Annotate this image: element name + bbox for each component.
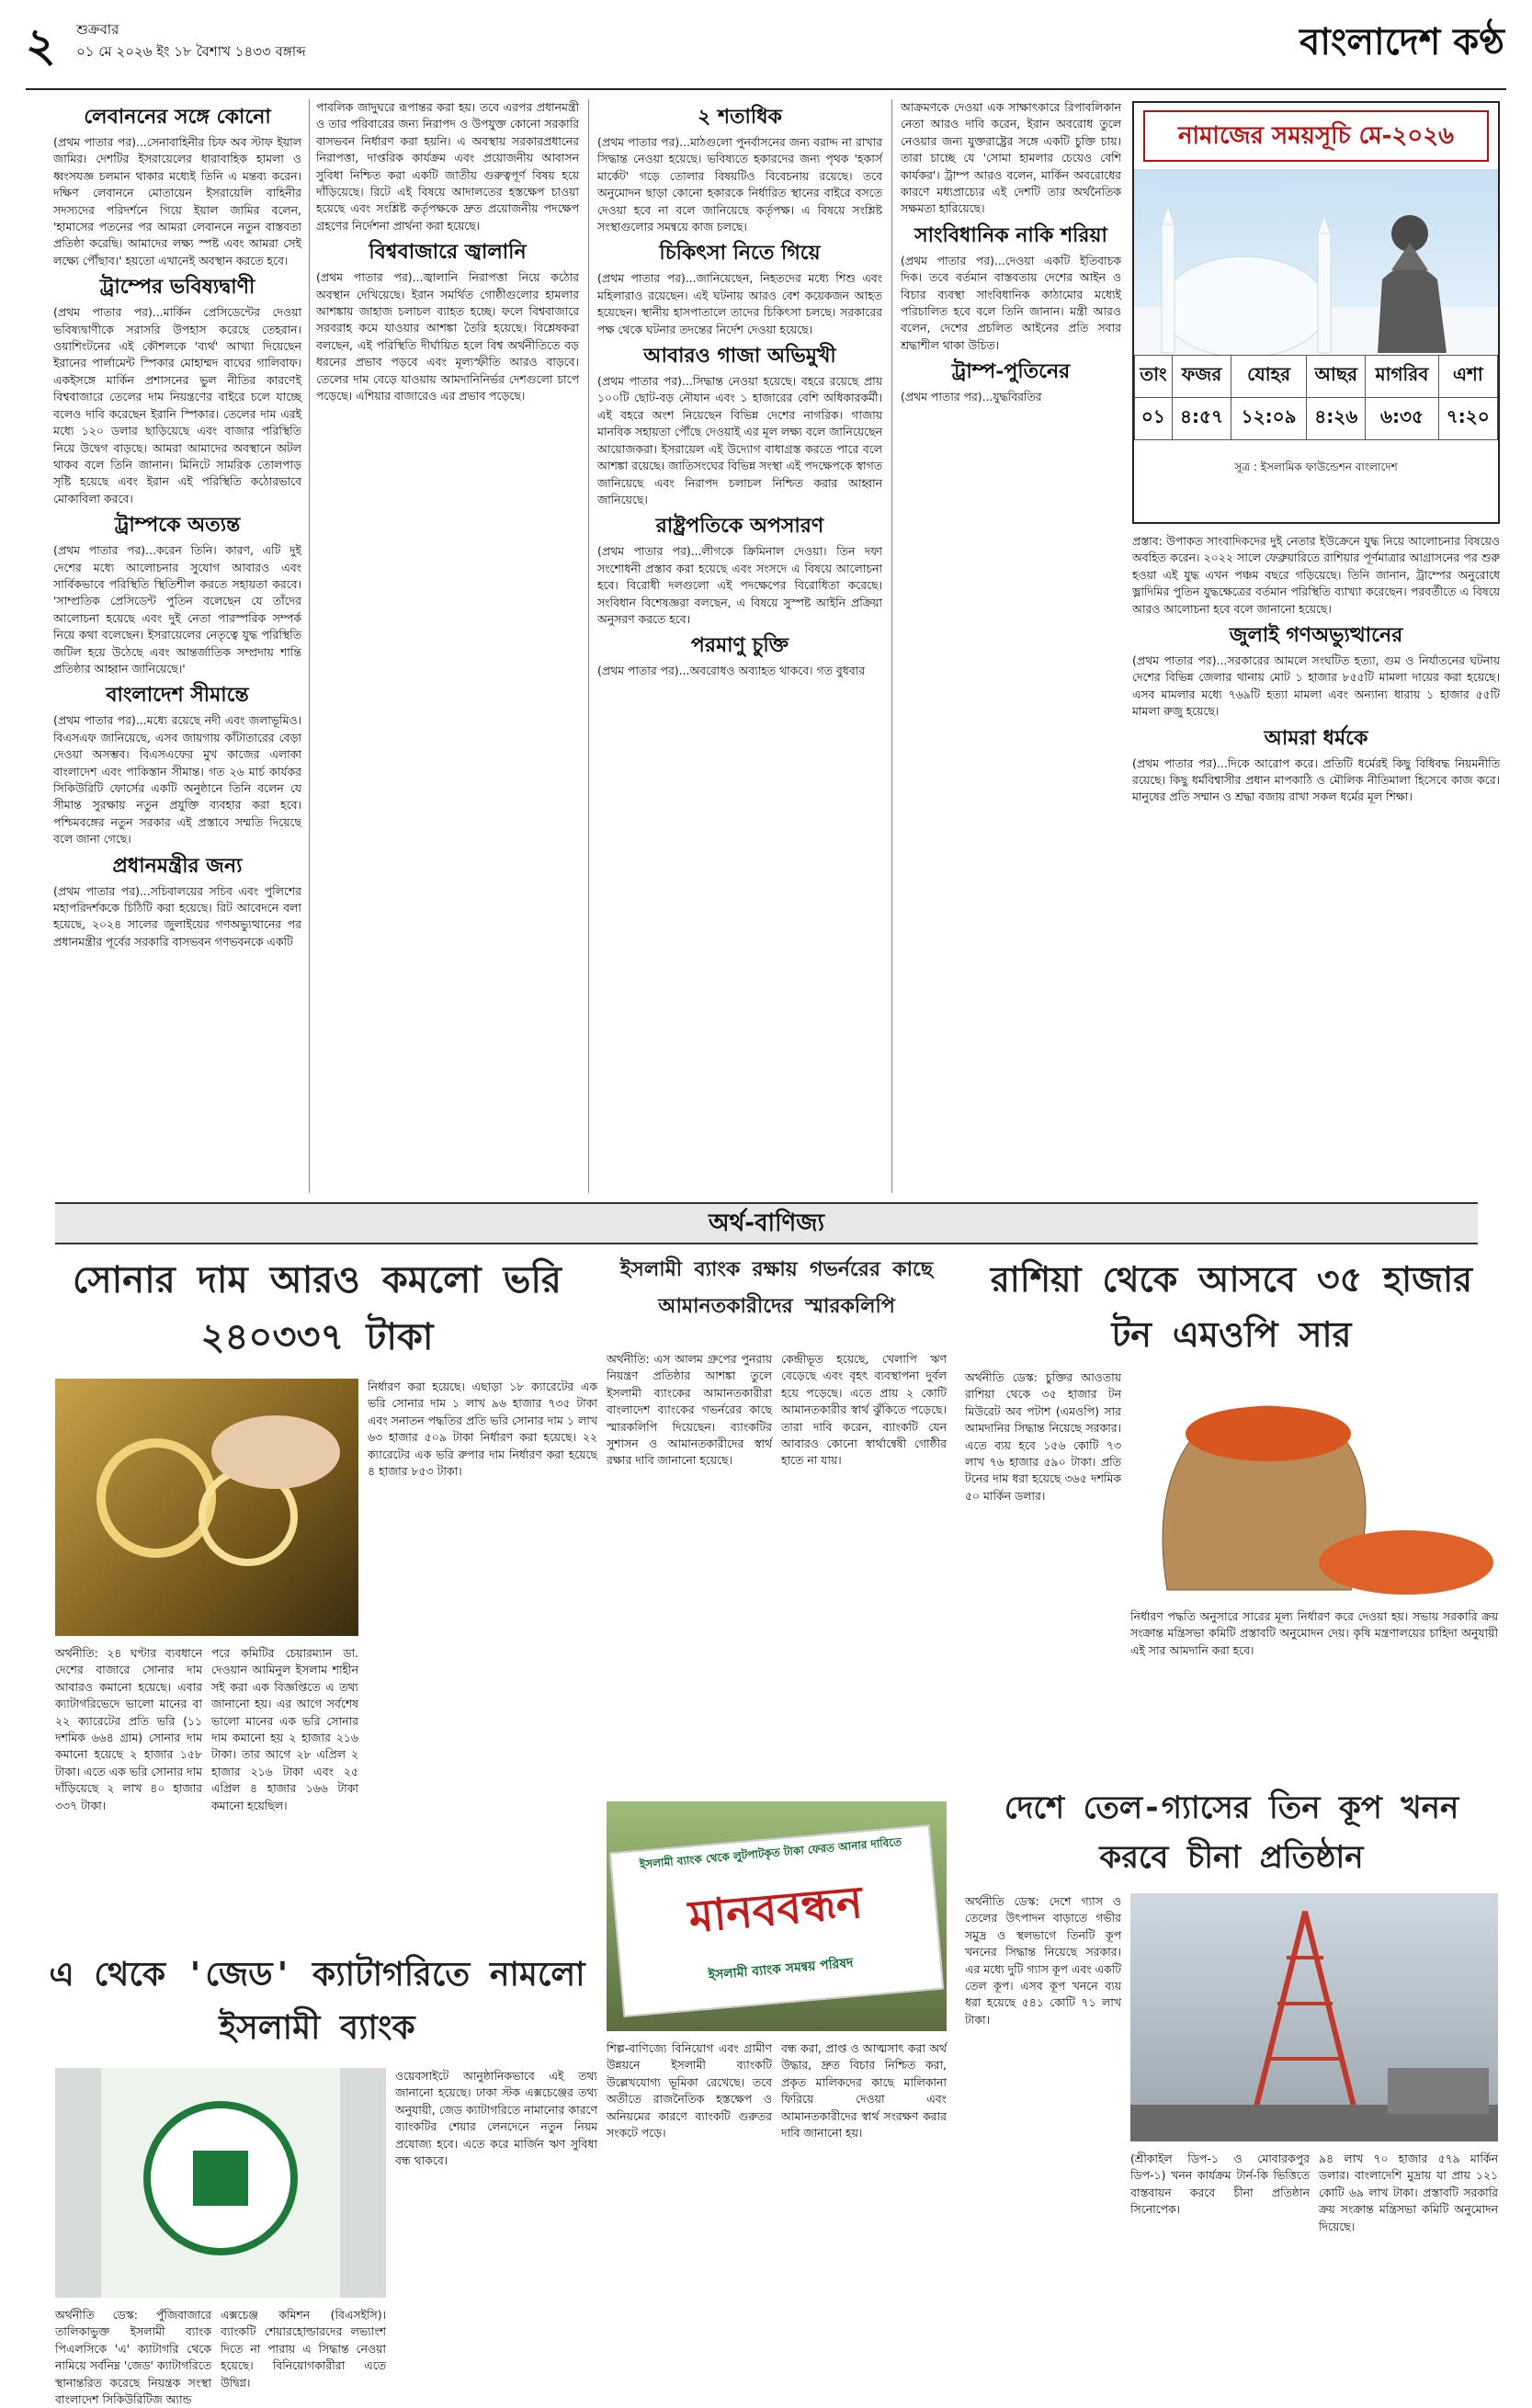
article-body: (প্রথম পাতার পর)...জানিয়েছেন, নিহতদের মধ্যে শিশু এবং মহিলারাও রয়েছেন। এই ঘটনায় আরও বেশ কয়েকজন আহত হয়েছেন। স্থানীয় হাসপাতালে তাদের চিকিৎসা চলছে। সরকারের পক্ষ থেকে ঘটনার তদন্তের নির্দেশ দেওয়া হয়েছে।: [597, 271, 882, 336]
banner-line3: ইসলামী ব্যাংক সমন্বয় পরিষদ: [708, 1955, 855, 1983]
gold-icon: [55, 1379, 358, 1636]
protest-banner: [609, 1824, 944, 2017]
article-headline: বিশ্ববাজারে জ্বালানি: [369, 240, 527, 265]
article-body: (প্রথম পাতার পর)...দিকে আরোপ করে। প্রতিটি ধর্মেরই কিছু বিধিবদ্ধ নিয়মনীতি রয়েছে। কিছু ধর্মবিশ্বাসীর প্রধান মাপকাঠি ও মৌলিক নীতিমালা হিসেবে কাজ করে। মানুষের প্রতি সম্মান ও শ্রদ্ধা বজায় রাখা সকল ধর্মের মূল শিক্ষা।: [1132, 755, 1500, 804]
prayer-source: সূত্র : ইসলামিক ফাউন্ডেশন বাংলাদেশ: [1234, 460, 1398, 473]
mosque-illustration: [1134, 169, 1498, 353]
article-headline: বাংলাদেশ সীমান্তে: [106, 683, 249, 708]
header-date: [76, 18, 306, 62]
fertilizer-photo: [1130, 1369, 1498, 1599]
prayer-value-cell: ০১: [1135, 398, 1173, 440]
prayer-header-row: [1135, 356, 1498, 398]
article-body: (প্রথম পাতার পর)...মার্কিন প্রেসিডেন্টের দেওয়া ভবিষ্যদ্বাণীকে সরাসরি উপহাস করেছে তেহরান। ওয়াশিংটনের এই কৌশলকে 'ব্যর্থ' আখ্যা দিয়েছেন ইরানের পার্লামেন্ট স্পিকার মোহাম্মদ বাঘের গালিবাফ। একইসঙ্গে মার্কিন প্রশাসনের ভুল নীতির কারণেই বিশ্ববাজারে তেলের দাম নিয়ন্ত্রণের বাইরে চলে যাচ্ছে বলেও দাবি করেছেন ইরানি স্পিকার। তেলের দাম এরই মধ্যে ১২০ ডলার ছাড়িয়েছে এবং বাজার পরিস্থিতি নিয়ে উদ্বেগ বাড়ছে। আমরা আমাদের অবস্থানে অটল থাকব বলে তিনি জানান। মিনিটে সামরিক তোলপাড় সৃষ্টি হয়েছে এবং ইরান এই পরিস্থিতি কঠোরভাবে মোকাবিলা করবে।: [53, 305, 301, 505]
bank-memo-body-left: অর্থনীতি: এস আলম গ্রুপের পুনরায় নিয়ন্ত্রণ প্রতিষ্ঠার আশঙ্কা তুলে ইসলামী ব্যাংকের আমানতকারীরা বাংলাদেশ ব্যাংকের গভর্নরের কাছে স্মারকলিপি দিয়েছেন। ব্যাংকটির সুশাসন ও আমানতকারীদের স্বার্থ রক্ষার দাবি জানানো হয়েছে।: [607, 1352, 772, 1468]
page-header: [26, 11, 853, 85]
article-body: (প্রথম পাতার পর)...দেওয়া একটি ইতিবাচক দিক। তবে বর্তমান বাস্তবতায় দেশের আইন ও বিচার ব্যবস্থা সাংবিধানিক কাঠামোর মধ্যেই পরিচালিত হবে বলে তিনি জানান। মন্ত্রী আরও বলেন, দেশের প্রচলিত আইনের প্রতি সবার শ্রদ্ধাশীল থাকা উচিত।: [901, 253, 1121, 352]
column-4: [901, 99, 1121, 1193]
gas-headline: দেশে তেল-গ্যাসের তিন কূপ খনন করবে চীনা প্রতিষ্ঠান: [1004, 1789, 1459, 1876]
gas-body-right: ৯৪ লাখ ৭০ হাজার ৫৭৯ মার্কিন ডলার। বাংলাদেশি মুদ্রায় যা প্রায় ১২১ কোটি ৬৯ লাখ টাকা। প্রস্তাবটি সরকারি ক্রয় সংক্রান্ত মন্ত্রিসভা কমিটি অনুমোদন দিয়েছে।: [1319, 2152, 1498, 2233]
mop-headline: রাশিয়া থেকে আসবে ৩৫ হাজার টন এমওপি সার: [990, 1259, 1473, 1355]
masthead-logo: বাংলাদেশ কণ্ঠ: [1299, 20, 1504, 63]
bank-memo-body-right: কেন্দ্রীভূত হয়েছে, খেলাপি ঋণ বেড়েছে এবং বৃহৎ ব্যবস্থাপনা দুর্বল হয়ে পড়েছে। এতে প্রায় ২ কোটি আমানতকারীর স্বার্থ ঝুঁকিতে পড়েছে। তারা দাবি করেন, ব্যাংকটি যেন আবারও কোনো স্বার্থান্বেষী গোষ্ঠীর হাতে না যায়।: [781, 1352, 947, 1468]
bank-memo-body-bottom-left: শিল্প-বাণিজ্যে বিনিয়োগ এবং গ্রামীণ উন্নয়নে ইসলামী ব্যাংকটি উল্লেখযোগ্য ভূমিকা রেখেছে। তবে অতীতে রাজনৈতিক হস্তক্ষেপ ও অনিয়মের কারণে ব্যাংকটি গুরুতর সংকটে পড়ে।: [607, 2041, 772, 2141]
fertilizer-sack-icon: [1130, 1369, 1498, 1599]
article-headline: আবারও গাজা অভিমুখী: [643, 344, 836, 369]
article-headline: রাষ্ট্রপতিকে অপসারণ: [655, 514, 824, 539]
article-headline: ট্রাম্প-পুতিনের: [951, 359, 1071, 384]
prayer-header-cell: এশা: [1438, 356, 1498, 398]
prayer-header-cell: আছর: [1307, 356, 1366, 398]
article-body: (প্রথম পাতার পর)...যুদ্ধবিরতির: [901, 390, 1042, 404]
islami-category-headline: এ থেকে 'জেড' ক্যাটাগরিতে নামলো ইসলামী ব্যাংক: [49, 1956, 585, 2047]
article-body: পাবলিক জাদুঘরে রূপান্তর করা হয়। তবে এরপর প্রধানমন্ত্রী ও তার পরিবারের জন্য নিরাপদ ও উপযুক্ত কোনো সরকারি বাসভবন নির্ধারণ করা হয়নি। এ অবস্থায় সরকারপ্রধানের নিরাপত্তা, দাপ্তরিক কার্যক্রম এবং প্রয়োজনীয় আবাসন সুবিধা নিশ্চিত করা একটি জাতীয় গুরুত্বপূর্ণ বিষয় হয়ে দাঁড়িয়েছে। রিটে এই বিষয়ে আদালতের হস্তক্ষেপ চাওয়া হয়েছে এবং সংশ্লিষ্ট কর্তৃপক্ষকে দ্রুত প্রয়োজনীয় পদক্ষেপ গ্রহণের নির্দেশনা প্রার্থনা করা হয়েছে।: [316, 100, 579, 233]
article-headline: প্রধানমন্ত্রীর জন্য: [112, 853, 243, 878]
islami-bank-logo-photo: [55, 2068, 386, 2298]
mop-body-left: অর্থনীতি ডেস্ক: চুক্তির আওতায় রাশিয়া থেকে ৩৫ হাজার টন মিউরেট অব পটাশ (এমওপি) সার আমদানির সিদ্ধান্ত নিয়েছে সরকার। এতে ব্যয় হবে ১৫৬ কোটি ৭৩ লাখ ৭৬ হাজার ৫৯০ টাকা। প্রতি টনের দাম ধরা হয়েছে ৩৬৫ দশমিক ৫০ মার্কিন ডলার।: [965, 1370, 1121, 1503]
article-body: আক্রমণকে দেওয়া এক সাক্ষাৎকারে রিপাবলিকান নেতা আরও দাবি করেন, ইরান অবরোধ তুলে নেওয়ার জন্য যুক্তরাষ্ট্রের সঙ্গে একটি চুক্তি চায়। তারা চাচ্ছে যে 'সোমা হামলার চেয়েও বেশি কার্যকর'। ট্রাম্প আরও বলেন, মার্কিন অবরোধের কারণে মধ্যপ্রাচ্যের এই দেশটি তার অর্থনৈতিক সক্ষমতা হারিয়েছে।: [901, 100, 1121, 216]
article-body: (প্রথম পাতার পর)...সচিবালয়ের সচিব এবং পুলিশের মহাপরিদর্শককে চিঠিটি করা হয়েছে। রিট আবেদনে বলা হয়েছে, ২০২৪ সালের জুলাইয়ের গণঅভ্যুত্থানের পর প্রধানমন্ত্রীর পূর্বের সরকারি বাসভবন গণভবনকে একটি: [53, 883, 301, 948]
bank-memo-headline: ইসলামী ব্যাংক রক্ষায় গভর্নরের কাছে আমানতকারীদের স্মারকলিপি: [619, 1258, 934, 1318]
prayer-value-cell: ৪:২৬: [1307, 398, 1366, 440]
article-body: (প্রথম পাতার পর)...মাঠগুলো পুনর্বাসনের জন্য বরাদ্দ না রাখার সিদ্ধান্ত নেওয়া হয়েছে। ভবিষ্যতে হকারদের জন্য পৃথক 'হকার্স মার্কেট' গড়ে তোলার বিষয়টিও বিবেচনায় রয়েছে। তবে অনুমোদন ছাড়া কোনো হকারকে নির্ধারিত স্থানের বাইরে বসতে দেওয়া হবে না বলে জানিয়েছে কর্তৃপক্ষ। এ বিষয়ে সংশ্লিষ্ট সংস্থাগুলোর সমন্বয়ে কাজ চলছে।: [597, 135, 882, 234]
header-date-line: ০১ মে ২০২৬ ইং ১৮ বৈশাখ ১৪৩৩ বঙ্গাব্দ: [76, 43, 306, 60]
article-body: (প্রথম পাতার পর)...অবরোধও অব্যাহত থাকবে। গত বুধবার: [597, 664, 866, 678]
article-body: (প্রথম পাতার পর)...সিদ্ধান্ত নেওয়া হয়েছে। বহরে রয়েছে প্রায় ১০০টি ছোট-বড় নৌযান এবং ১ হাজারের বেশি অধিকারকর্মী। এই বহরে অংশ নিয়েছেন বিভিন্ন দেশের নাগরিক। গাজায় মানবিক সহায়তা পৌঁছে দেওয়াই এর মূল লক্ষ্য বলে জানিয়েছেন আয়োজকরা। ইসরায়েল এই উদ্যোগ বাধাগ্রস্ত করতে পারে বলে আশঙ্কা রয়েছে। জাতিসংঘের বিভিন্ন সংস্থা এই পদক্ষেপকে স্বাগত জানিয়েছে এবং নিরাপদ চলাচল নিশ্চিত করার আহ্বান জানিয়েছে।: [597, 374, 882, 506]
drilling-rig-icon: [1130, 1893, 1498, 2141]
prayer-header-cell: তাং: [1135, 356, 1173, 398]
article-body: (প্রথম পাতার পর)...জ্বালানি নিরাপত্তা নিয়ে কঠোর অবস্থান দেখিয়েছে। ইরান সমর্থিত গোষ্ঠীগুলোর হামলার আশঙ্কায় জাহাজ চলাচল ব্যাহত হচ্ছে। ফলে বিশ্ববাজারে সরবরাহ কমে যাওয়ার আশঙ্কা তৈরি হয়েছে। বিশ্লেষকরা বলছেন, এই পরিস্থিতি দীর্ঘায়িত হলে বিশ্ব অর্থনীতিতে বড় ধরনের প্রভাব পড়বে এবং মূল্যস্ফীতি আরও বাড়বে। তেলের দাম বেড়ে যাওয়ায় আমদানিনির্ভর দেশগুলো চাপে পড়েছে। এশিয়ার বাজারেও এর প্রভাব পড়েছে।: [316, 270, 579, 403]
article-headline: ট্রাম্পকে অত্যন্ত: [114, 513, 241, 538]
prayer-title: নামাজের সময়সূচি মে-২০২৬: [1143, 110, 1489, 162]
protest-photo: [607, 1801, 947, 2031]
bank-memo-body-bottom-right: বন্ধ করা, প্রাপ্ত ও আত্মসাৎ করা অর্থ উদ্ধার, দ্রুত বিচার নিশ্চিত করা, প্রকৃত মালিকদের কাছে মালিকানা ফিরিয়ে দেওয়া এবং আমানতকারীদের স্বার্থ সংরক্ষণ করার দাবি জানানো হয়।: [781, 2041, 947, 2141]
prayer-times-table: [1134, 355, 1498, 440]
column-2: [316, 99, 579, 1193]
islami-category-body-right: ওয়েবসাইটে আনুষ্ঠানিকভাবে এই তথ্য জানানো হয়েছে। ঢাকা স্টক এক্সচেঞ্জের তথ্য অনুযায়ী, জেড ক্যাটাগরিতে নামানোর কারণে ব্যাংকটির শেয়ার লেনদেনে নতুন নিয়ম প্রযোজ্য হবে। এতে করে মার্জিন ঋণ সুবিধা বন্ধ থাকবে।: [395, 2069, 597, 2168]
article-body: (প্রথম পাতার পর)...সেনাবাহিনীর চিফ অব স্টাফ ইয়াল জামির। দেশটির ইসরায়েলের ধারাবাহিক হামলা ও ধ্বংসযজ্ঞ চলমান থাকার মধ্যেই তিনি এ মন্তব্য করেন। দক্ষিণ লেবাননে মোতায়েন ইসরায়েলি বাহিনীর সদস্যদের পরিদর্শনে গিয়ে ইয়াল জামির বলেন, 'হামাসের পতনের পর আমরা লেবাননে নতুন বাস্তবতা প্রতিষ্ঠা করেছি। আমাদের লক্ষ্য স্পষ্ট এবং আমরা সেই লক্ষ্যে পৌঁছাব।' হয়তো এখানেই অবস্থান করতে হবে।: [53, 135, 301, 267]
gold-body-left: অর্থনীতি: ২৪ ঘণ্টার ব্যবধানে দেশের বাজারে সোনার দাম আবারও কমানো হয়েছে। এবার ক্যাটাগরিভেদে ভালো মানের বা ২২ ক্যারেটের প্রতি ভরি (১১ দশমিক ৬৬৪ গ্রাম) সোনার দাম কমানো হয়েছে ২ হাজার ১৫৮ টাকা। এতে এক ভরি সোনার দাম দাঁড়িয়েছে ২ লাখ ৪০ হাজার ৩৩৭ টাকা।: [55, 1646, 202, 1812]
column-divider: [588, 99, 589, 1193]
prayer-schedule-box: [1132, 101, 1500, 524]
column-3: [597, 99, 882, 1193]
prayer-value-cell: ৪:৫৭: [1172, 398, 1231, 440]
prayer-header-cell: যোহর: [1231, 356, 1307, 398]
column-1: [53, 99, 301, 1193]
section-title-band: অর্থ-বাণিজ্য: [55, 1202, 1478, 1244]
mop-body-right: নির্ধারণ পদ্ধতি অনুসারে সারের মূল্য নির্ধারণ করে দেওয়া হয়। সভায় সরকারি ক্রয় সংক্রান্ত মন্ত্রিসভা কমিটি প্রস্তাবটি অনুমোদন দেয়। কৃষি মন্ত্রণালয়ের চাহিদা অনুযায়ী এই সার আমদানি করা হবে।: [1130, 1609, 1498, 1657]
mosque-icon: [1134, 169, 1498, 353]
gas-caption: (শ্রীকাইল ডিপ-১ ও মোবারকপুর ডিপ-১) খনন কার্যক্রম টার্ন-কি ভিত্তিতে বাস্তবায়ন করবে চীনা প্রতিষ্ঠান সিনোপেক।: [1130, 2152, 1310, 2217]
banner-line1: ইসলামী ব্যাংক থেকে লুটপাটকৃত টাকা ফেরত আনার দাবিতে: [639, 1834, 902, 1871]
prayer-header-cell: মাগরিব: [1366, 356, 1438, 398]
column-5: [1132, 533, 1500, 1193]
prayer-value-cell: ৭:২০: [1438, 398, 1498, 440]
article-headline: জুলাই গণঅভ্যুত্থানের: [1229, 623, 1403, 648]
header-day: শুক্রবার: [76, 21, 119, 38]
islami-category-body-left: অর্থনীতি ডেস্ক: পুঁজিবাজারে তালিকাভুক্ত ইসলামী ব্যাংক পিএলসিকে 'এ' ক্যাটাগরি থেকে নামিয়ে সর্বনিম্ন 'জেড' ক্যাটাগরিতে স্থানান্তরিত করেছে নিয়ন্ত্রক সংস্থা বাংলাদেশ সিকিউরিটিজ অ্যান্ড: [55, 2308, 211, 2407]
article-body: প্রস্তাব: উপাকত সাংবাদিকদের দুই নেতার ইউক্রেনে যুদ্ধ নিয়ে আলোচনার বিষয়েও অবহিত করেন। ২০২২ সালে ফেব্রুয়ারিতে রাশিয়ার পূর্ণমাত্রার আগ্রাসনের পর শুরু হওয়া এই যুদ্ধ এখন পঞ্চম বছরে গড়িয়েছে। তিনি জানান, ট্রাম্পের অনুরোধে ভ্লাদিমির পুতিন যুদ্ধক্ষেত্রের বর্তমান পরিস্থিতি ব্যাখ্যা করেছেন। পরবর্তীতে এ বিষয়ে আরও আলোচনা হবে বলে জানানো হয়েছে।: [1132, 534, 1500, 616]
prayer-value-cell: ৬:৩৫: [1366, 398, 1438, 440]
gas-rig-photo: [1130, 1893, 1498, 2141]
gold-body-mid: পরে কমিটির চেয়ারম্যান ডা. দেওয়ান আমিনুল ইসলাম শাহীন সই করা এক বিজ্ঞপ্তিতে এ তথ্য জানানো হয়। এর আগে সর্বশেষ ভালো মানের এক ভরি সোনার দাম কমানো হয় ২ হাজার ২১৬ টাকা। তার আগে ২৮ এপ্রিল ২ হাজার ২১৬ টাকা এবং ২৫ এপ্রিল ৪ হাজার ১৬৬ টাকা কমানো হয়েছিল।: [211, 1646, 358, 1812]
column-divider: [309, 99, 310, 1193]
article-headline: সাংবিধানিক নাকি শরিয়া: [914, 222, 1107, 247]
column-divider: [891, 99, 892, 1193]
article-body: (প্রথম পাতার পর)...সরকারের আমলে সংঘটিত হত্যা, গুম ও নির্যাতনের ঘটনায় দেশের বিভিন্ন জেলার থানায় মোট ১ হাজার ৮৫৫টি মামলা দায়ের করা হয়েছে। এসব মামলার মধ্যে ৭৬৯টি হত্যা মামলা এবং অন্যান্য ধারায় ১ হাজার ৫৫টি মামলা রুজু হয়েছে।: [1132, 653, 1500, 719]
page-number: ২: [26, 18, 56, 72]
banner-main: মানববন্ধন: [687, 1876, 865, 1944]
gold-headline: সোনার দাম আরও কমলো ভরি ২৪০৩৩৭ টাকা: [73, 1259, 562, 1358]
article-body: (প্রথম পাতার পর)...করেন তিনি। কারণ, এটি দুই দেশের মধ্যে আলোচনার সুযোগ আবারও এবং সার্বিকভাবে পরিস্থিতি স্থিতিশীল করতে সহায়তা করবে। 'সাম্প্রতিক প্রেসিডেন্ট পুতিন বলেছেন যে তাঁদের আলোচনা হয়েছে এবং দুই নেতা পারস্পরিক সম্পর্ক নিয়ে কথা বলেছেন। ইসরায়েলের নেতৃত্বে যুদ্ধ পরিস্থিতি জটিল হয়ে উঠেছে এবং আন্তর্জাতিক সম্প্রদায় শান্তি প্রতিষ্ঠার আহ্বান জানিয়েছে।': [53, 543, 301, 676]
article-headline: চিকিৎসা নিতে গিয়ে: [659, 241, 821, 266]
article-headline: পরমাণু চুক্তি: [690, 633, 789, 658]
prayer-value-cell: ১২:০৯: [1231, 398, 1307, 440]
article-headline: ২ শতাধিক: [698, 105, 782, 129]
article-headline: ট্রাম্পের ভবিষ্যদ্বাণী: [99, 275, 255, 300]
header-rule: [26, 88, 1506, 90]
bank-logo-icon: [55, 2068, 386, 2298]
article-body: (প্রথম পাতার পর)...মধ্যে রয়েছে নদী এবং জলাভূমিও। বিএসএফ জানিয়েছে, এসব জায়গায় কাঁটাতারের বেড়া দেওয়া অসম্ভব। বিএসএফের মুখ কাজের এলাকা বাংলাদেশ এবং পাকিস্তান সীমান্ত। গত ২৬ মার্চ কার্যকর সিকিউরিটি ফোর্সের একটি অনুষ্ঠানে তিনি বলেন যে সীমান্ত সুরক্ষায় নতুন প্রযুক্তি ব্যবহার করা হবে। পশ্চিমবঙ্গের নতুন সরকার এই প্রস্তাবে সম্মতি দিয়েছে বলে জানা গেছে।: [53, 713, 301, 846]
article-headline: লেবাননের সঙ্গে কোনো: [84, 105, 271, 129]
gold-body-right: নির্ধারণ করা হয়েছে। এছাড়া ১৮ ক্যারেটের এক ভরি সোনার দাম ১ লাখ ৯৬ হাজার ৭৩৫ টাকা এবং সনাতন পদ্ধতির প্রতি ভরি সোনার দাম ১ লাখ ৬৩ হাজার ৫০৯ টাকা নির্ধারণ করা হয়েছে। ২২ ক্যারেটের এক ভরি রুপার দাম নির্ধারণ করা হয়েছে ৪ হাজার ৮৫৩ টাকা।: [368, 1380, 597, 1479]
islami-category-body-mid: এক্সচেঞ্জ কমিশন (বিএসইসি)। ব্যাংকটি শেয়ারহোল্ডারদের লভ্যাংশ দিতে না পারায় এ সিদ্ধান্ত নেওয়া হয়েছে। বিনিয়োগকারীরা এতে উদ্বিগ্ন।: [221, 2308, 386, 2390]
article-headline: আমরা ধর্মকে: [1264, 725, 1368, 750]
gas-body-left: অর্থনীতি ডেস্ক: দেশে গ্যাস ও তেলের উৎপাদন বাড়াতে গভীর সমুদ্র ও স্থলভাগে তিনটি কূপ খননের সিদ্ধান্ত নিয়েছে সরকার। এর মধ্যে দুটি গ্যাস কূপ এবং একটি তেল কূপ। এসব কূপ খননে ব্যয় ধরা হয়েছে ৫৪১ কোটি ৭১ লাখ টাকা।: [965, 1894, 1121, 2027]
gold-jewelry-photo: [55, 1379, 358, 1636]
article-body: (প্রথম পাতার পর)...লীগকে ক্রিমিনাল দেওয়া। তিন দফা সংশোধনী প্রস্তাব করা হয়েছে এবং সংসদে এ বিষয়ে আলোচনা হবে। বিরোধী দলগুলো এই পদক্ষেপের বিরোধিতা করেছে। সংবিধান বিশেষজ্ঞরা বলছেন, এ বিষয়ে সুস্পষ্ট আইনি প্রক্রিয়া অনুসরণ করতে হবে।: [597, 544, 882, 626]
prayer-header-cell: ফজর: [1172, 356, 1231, 398]
prayer-values-row: [1135, 398, 1498, 440]
